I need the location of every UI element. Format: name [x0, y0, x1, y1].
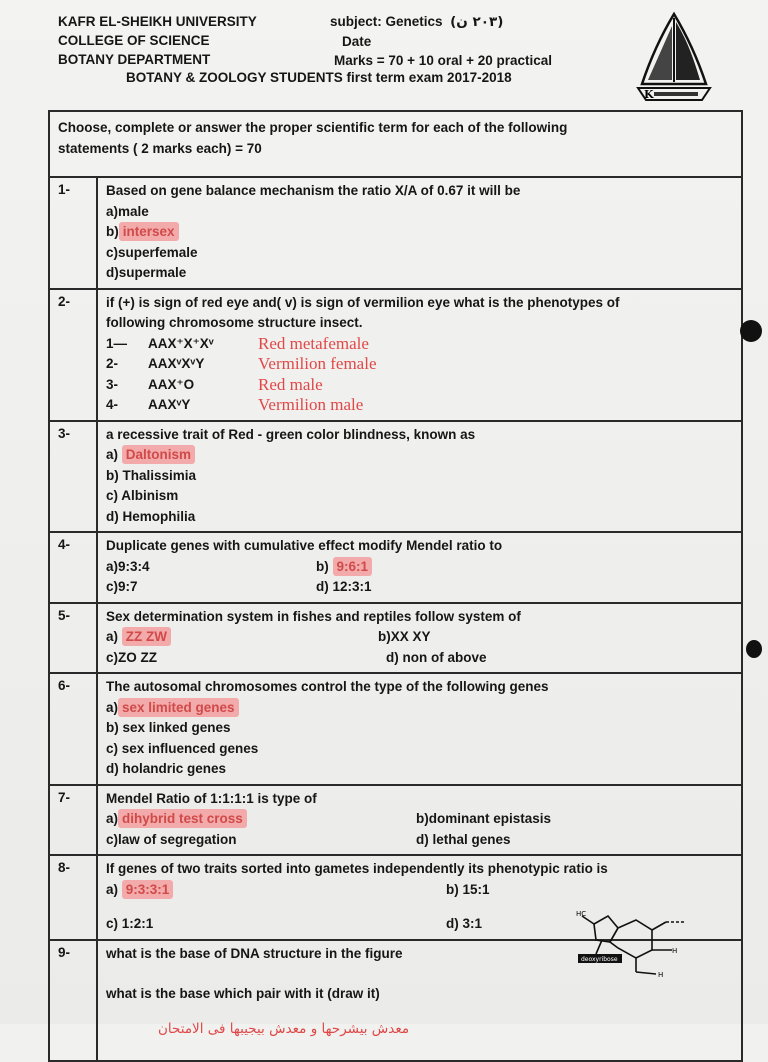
option-b: b) 15:1: [446, 881, 490, 897]
option-b: b) sex linked genes: [106, 720, 231, 735]
college-name: COLLEGE OF SCIENCE: [58, 33, 210, 48]
option-d: d) non of above: [386, 649, 487, 665]
option-d: d) 12:3:1: [316, 579, 372, 594]
question-row-5: [49, 603, 742, 674]
option-b: b)XX XY: [378, 629, 431, 644]
question-text: The autosomal chromosomes control the type of the following genes: [106, 679, 549, 694]
question-number: 8-: [49, 855, 97, 940]
highlighted-answer: ZZ ZW: [122, 627, 171, 646]
option-a: a) ZZ ZW: [106, 627, 378, 648]
question-row-4: [49, 532, 742, 603]
handwritten-answer: Red male: [258, 374, 323, 394]
options-row: [106, 648, 733, 669]
subject-label: subject: Genetics: [330, 14, 443, 29]
question-number: 5-: [49, 603, 97, 674]
question-text: Mendel Ratio of 1:1:1:1 is type of: [106, 790, 317, 806]
option-d: d) Hemophilia: [106, 508, 196, 524]
highlighted-answer: dihybrid test cross: [118, 809, 247, 828]
options-row: [106, 577, 733, 598]
handwritten-note: معدش بيشرحها و معدش بيجيبها فى الامتحان: [158, 1020, 410, 1037]
instructions-line-1: Choose, complete or answer the proper scientific term for each of the following: [58, 120, 568, 135]
instructions-row: [49, 111, 742, 177]
option-a: a)male: [106, 203, 149, 219]
option-c: c)ZO ZZ: [106, 649, 157, 665]
question-number: 1-: [49, 177, 97, 289]
question-number: 4-: [49, 532, 97, 603]
option-b: b)dominant epistasis: [416, 811, 552, 826]
dna-base-figure-icon: [572, 894, 692, 984]
question-text: a recessive trait of Red - green color blindness, known as: [106, 426, 476, 442]
question-row-6: [49, 673, 742, 785]
option-c: c)law of segregation: [106, 831, 237, 847]
question-text-line-1: what is the base of DNA structure in the figure: [106, 945, 403, 961]
option-a: a) Daltonism: [106, 445, 733, 466]
option-c: c) Albinism: [106, 488, 179, 503]
option-c: c) 1:2:1: [106, 916, 154, 931]
subject-line: [330, 12, 552, 32]
option-b: b) 9:6:1: [316, 557, 733, 578]
binder-hole-icon: [746, 640, 762, 658]
question-number: 3-: [49, 421, 97, 533]
question-text: Duplicate genes with cumulative effect modify Mendel ratio to: [106, 538, 503, 553]
option-c: c) sex influenced genes: [106, 740, 259, 756]
question-text: If genes of two traits sorted into gametes independently its phenotypic ratio is: [106, 861, 608, 876]
svg-text:H: H: [672, 947, 678, 955]
genotype-item: 1— AAX⁺X⁺Xᵛ Red metafemale: [106, 334, 733, 355]
question-text: Sex determination system in fishes and reptiles follow system of: [106, 608, 521, 624]
date-label: Date: [342, 34, 372, 49]
options-row: [106, 809, 733, 830]
option-c: c)9:7: [106, 579, 138, 594]
options-row: [106, 830, 733, 851]
handwritten-answer: Vermilion female: [258, 354, 377, 373]
department-name: BOTANY DEPARTMENT: [58, 52, 211, 67]
genotype-item: 3- AAX⁺O Red male: [106, 375, 733, 396]
header-right: [330, 12, 552, 70]
option-d: d) holandric genes: [106, 761, 227, 776]
option-a: a) sex limited genes: [106, 698, 733, 719]
question-number: 6-: [49, 673, 97, 785]
option-b: b) intersex: [106, 222, 733, 243]
option-a: a) 9:3:3:1: [106, 880, 446, 901]
university-name: KAFR EL-SHEIKH UNIVERSITY: [58, 14, 257, 29]
question-text: Based on gene balance mechanism the ratio X/A of 0.67 it will be: [106, 183, 521, 198]
binder-hole-icon: [740, 320, 762, 342]
university-logo-icon: [632, 10, 716, 106]
highlighted-answer: Daltonism: [122, 445, 195, 464]
question-row-7: [49, 785, 742, 856]
question-number: 7-: [49, 785, 97, 856]
option-d: d)supermale: [106, 265, 187, 280]
svg-text:HC: HC: [576, 910, 587, 918]
question-row-2: [49, 289, 742, 421]
figure-label: deoxyribose: [581, 956, 618, 963]
highlighted-answer: sex limited genes: [118, 698, 239, 717]
options-row: [106, 557, 733, 578]
options-row: [106, 627, 733, 648]
highlighted-answer: 9:6:1: [333, 557, 373, 576]
question-row-1: [49, 177, 742, 289]
option-c: c)superfemale: [106, 244, 198, 260]
question-number: 2-: [49, 289, 97, 421]
handwritten-answer: Vermilion male: [258, 395, 364, 414]
header-left: [58, 12, 257, 69]
question-text-line-2: what is the base which pair with it (draw it): [106, 986, 380, 1001]
genotype-item: 2- AAXᵛXᵛY Vermilion female: [106, 354, 733, 375]
option-b: b) Thalissimia: [106, 467, 197, 483]
question-number: 9-: [49, 940, 97, 1061]
question-row-3: [49, 421, 742, 533]
svg-text:K: K: [644, 88, 654, 101]
option-d: d) 3:1: [446, 916, 483, 931]
marks-line: Marks = 70 + 10 oral + 20 practical: [334, 53, 553, 68]
instructions-line-2: statements ( 2 marks each) = 70: [58, 140, 262, 156]
svg-text:H: H: [658, 971, 664, 979]
subject-code: (٢٠٣ ن): [450, 14, 504, 30]
option-a: a)9:3:4: [106, 558, 150, 574]
option-d: d) lethal genes: [416, 831, 511, 847]
handwritten-answer: Red metafemale: [258, 333, 369, 353]
genotype-item: 4- AAXᵛY Vermilion male: [106, 395, 733, 416]
option-a: a) dihybrid test cross: [106, 809, 416, 830]
highlighted-answer: 9:3:3:1: [122, 880, 174, 899]
question-text-line-2: following chromosome structure insect.: [106, 315, 363, 330]
exam-title: BOTANY & ZOOLOGY STUDENTS first term exam 2017-2018: [126, 70, 512, 85]
highlighted-answer: intersex: [119, 222, 179, 241]
question-text-line-1: if (+) is sign of red eye and( v) is sign of vermilion eye what is the phenotypes of: [106, 294, 620, 310]
